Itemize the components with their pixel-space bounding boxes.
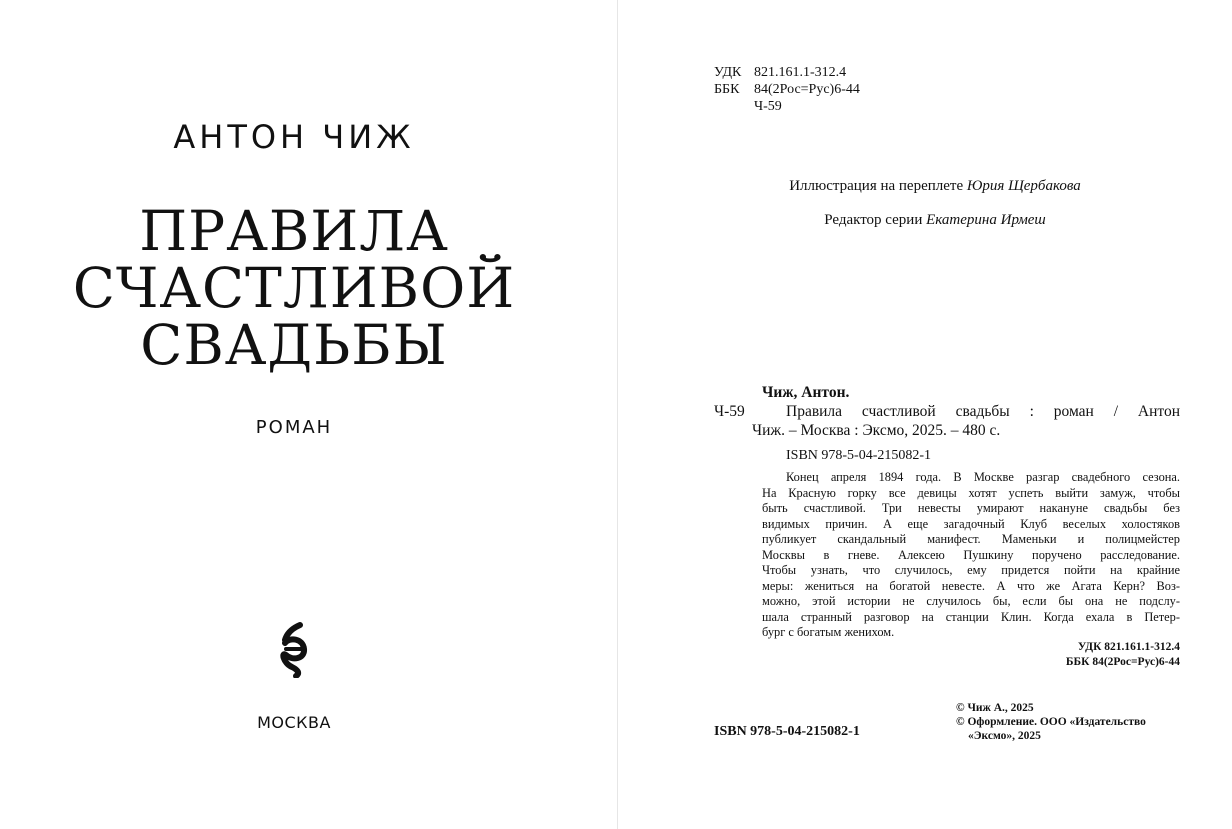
editor-credit bbox=[730, 212, 1140, 229]
annotation-line: меры: жениться на богатой невесте. А что же Агата Керн? Воз- bbox=[762, 578, 1180, 593]
illustration-credit bbox=[730, 178, 1140, 195]
copyright-block bbox=[956, 701, 1146, 743]
classification-row bbox=[714, 81, 860, 98]
annotation-line: видимых причин. А еще загадочный Клуб веселых холостяков bbox=[762, 516, 1180, 531]
bibliographic-author: Чиж, Антон. bbox=[762, 384, 850, 401]
copyright-line: «Эксмо», 2025 bbox=[968, 730, 1041, 742]
annotation bbox=[762, 470, 1180, 641]
genre-label: РОМАН bbox=[255, 417, 333, 438]
classification-block bbox=[714, 64, 860, 115]
isbn: ISBN 978-5-04-215082-1 bbox=[714, 724, 860, 739]
classification-key: УДК bbox=[714, 65, 742, 80]
classification-row bbox=[714, 64, 860, 81]
bibliographic-code: Ч-59 bbox=[714, 403, 745, 420]
copyright-line: © Оформление. ООО «Издательство bbox=[956, 716, 1146, 728]
classification-summary bbox=[1050, 640, 1180, 670]
annotation-line: публикует скандальный манифест. Маменьки и полицмейстер bbox=[762, 532, 1180, 546]
illustrator-name: Юрия Щербакова bbox=[966, 178, 1081, 194]
annotation-line: можно, этой истории не случилось бы, если бы она не подслу- bbox=[762, 594, 1180, 608]
classification-value: Ч-59 bbox=[754, 99, 782, 114]
classification-value: 84(2Рос=Рус)6-44 bbox=[754, 82, 860, 97]
classification-row bbox=[714, 98, 860, 115]
bibliographic-isbn: ISBN 978-5-04-215082-1 bbox=[786, 448, 932, 463]
annotation-line: Москвы в гневе. Алексею Пушкину поручено расследование. bbox=[762, 547, 1180, 562]
publication-city: МОСКВА bbox=[257, 713, 331, 732]
classification-key bbox=[714, 98, 754, 115]
bibliographic-line-2: Чиж. – Москва : Эксмо, 2025. – 480 с. bbox=[752, 422, 1001, 439]
annotation-line: На Красную горку все девицы хотят успеть выйти замуж, чтобы bbox=[762, 485, 1180, 500]
annotation-line: Чтобы узнать, что случилось, ему придется пойти на крайние bbox=[762, 563, 1180, 577]
classification-summary-udk: УДК 821.161.1-312.4 bbox=[1077, 641, 1180, 653]
annotation-line: шала странный разговор на станции Клин. Когда ехала в Петер- bbox=[762, 609, 1180, 624]
annotation-line: Конец апреля 1894 года. В Москве разгар свадебного сезона. bbox=[786, 470, 1180, 484]
illustration-credit-label: Иллюстрация на переплете bbox=[789, 178, 964, 194]
eksmo-logo-icon bbox=[276, 622, 312, 678]
bibliographic-line-1: Правила счастливой свадьбы : роман / Антон bbox=[786, 403, 1180, 420]
title-line-1: ПРАВИЛА bbox=[139, 199, 449, 263]
title-line-3: СВАДЬБЫ bbox=[140, 313, 448, 377]
right-page bbox=[618, 0, 1232, 829]
annotation-line: быть счастливой. Три невесты умирают накануне свадьбы без bbox=[762, 501, 1180, 515]
classification-value: 821.161.1-312.4 bbox=[754, 65, 847, 80]
editor-credit-label: Редактор серии bbox=[824, 212, 923, 228]
editor-name: Екатерина Ирмеш bbox=[926, 212, 1046, 228]
title-line-2: СЧАСТЛИВОЙ bbox=[72, 256, 516, 320]
copyright-line: © Чиж А., 2025 bbox=[956, 702, 1034, 714]
classification-summary-bbk: ББК 84(2Рос=Рус)6-44 bbox=[1065, 656, 1180, 668]
book-title bbox=[0, 199, 588, 377]
author-name: АНТОН ЧИЖ bbox=[173, 118, 415, 156]
annotation-line: бург с богатым женихом. bbox=[762, 625, 895, 639]
classification-key: ББК bbox=[714, 82, 740, 97]
